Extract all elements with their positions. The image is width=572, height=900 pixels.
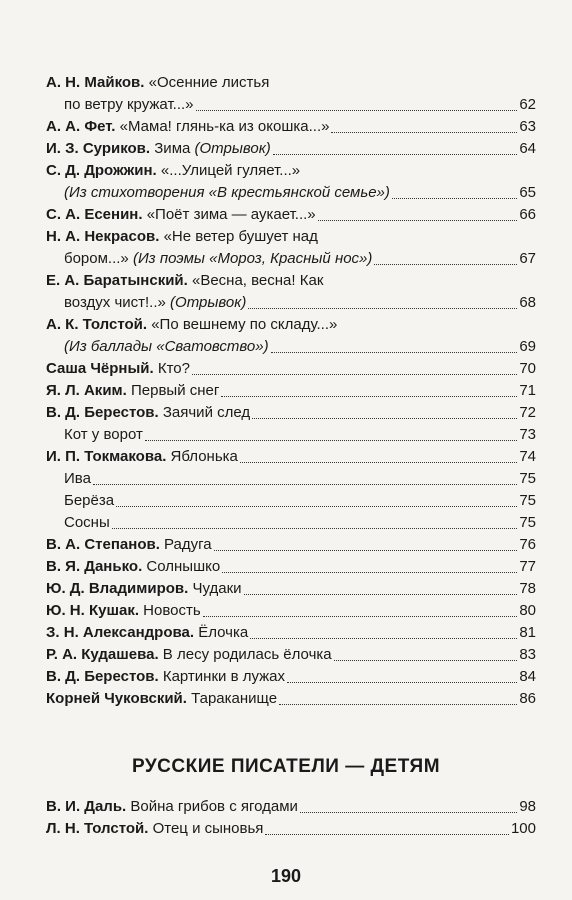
toc-author: Корней Чуковский. — [46, 690, 187, 707]
toc-entry — [46, 468, 536, 490]
toc-entry — [46, 490, 536, 512]
dot-leader — [273, 154, 518, 155]
toc-author: Н. А. Некрасов. — [46, 228, 160, 245]
toc-page-number: 70 — [519, 360, 536, 377]
toc-author: В. А. Степанов. — [46, 536, 160, 553]
toc-page-number: 64 — [519, 140, 536, 157]
table-of-contents — [46, 72, 536, 710]
toc-author: Саша Чёрный. — [46, 360, 154, 377]
toc-title: по ветру кружат...» — [64, 96, 194, 113]
toc-title: воздух чист!..» — [64, 294, 166, 311]
toc-entry — [46, 380, 536, 402]
toc-title: Первый снег — [130, 382, 220, 399]
toc-page-number: 67 — [519, 250, 536, 267]
dot-leader — [300, 812, 517, 813]
toc-page-number: 69 — [519, 338, 536, 355]
dot-leader — [392, 198, 517, 199]
dot-leader — [265, 834, 509, 835]
toc-title: Ива — [64, 470, 91, 487]
toc-page-number: 75 — [519, 514, 536, 531]
table-of-contents-section — [46, 796, 536, 840]
toc-title: Радуга — [164, 536, 212, 553]
toc-title: «По вешнему по складу...» — [151, 316, 338, 333]
toc-entry — [46, 446, 536, 468]
toc-page-number: 66 — [519, 206, 536, 223]
dot-leader — [287, 682, 517, 683]
toc-entry — [46, 226, 536, 270]
toc-entry — [46, 644, 536, 666]
dot-leader — [221, 396, 517, 397]
dot-leader — [116, 506, 517, 507]
toc-entry — [46, 138, 536, 160]
toc-author: Я. Л. Аким. — [46, 382, 127, 399]
toc-title: Картинки в лужах — [162, 668, 286, 685]
toc-entry — [46, 358, 536, 380]
section-heading: РУССКИЕ ПИСАТЕЛИ — ДЕТЯМ — [131, 756, 441, 777]
toc-page-number: 62 — [519, 96, 536, 113]
toc-page-number: 81 — [519, 624, 536, 641]
toc-author: Е. А. Баратынский. — [46, 272, 188, 289]
toc-note: (Из поэмы «Мороз, Красный нос») — [132, 250, 373, 267]
toc-note: (Из стихотворения «В крестьянской семье») — [64, 184, 390, 201]
toc-title: Ёлочка — [198, 624, 249, 641]
toc-author: А. А. Фет. — [46, 118, 116, 135]
toc-page-number: 63 — [519, 118, 536, 135]
toc-title: Новость — [143, 602, 201, 619]
toc-title: «Мама! глянь-ка из окошка...» — [119, 118, 330, 135]
toc-title: «Поёт зима — аукает...» — [146, 206, 316, 223]
toc-entry — [46, 818, 536, 840]
toc-entry — [46, 270, 536, 314]
dot-leader — [112, 528, 518, 529]
toc-author: С. Д. Дрожжин. — [46, 162, 157, 179]
toc-page-number: 68 — [519, 294, 536, 311]
toc-title: бором...» — [64, 250, 129, 267]
toc-page-number: 65 — [519, 184, 536, 201]
dot-leader — [145, 440, 517, 441]
dot-leader — [93, 484, 517, 485]
toc-author: З. Н. Александрова. — [46, 624, 195, 641]
toc-title: Чудаки — [192, 580, 242, 597]
toc-author: В. Я. Данько. — [46, 558, 143, 575]
toc-entry — [46, 600, 536, 622]
toc-author: Р. А. Кудашева. — [46, 646, 159, 663]
toc-page-number: 77 — [519, 558, 536, 575]
toc-author: И. П. Токмакова. — [46, 448, 167, 465]
dot-leader — [222, 572, 517, 573]
toc-author: Ю. Н. Кушак. — [46, 602, 139, 619]
toc-entry — [46, 116, 536, 138]
dot-leader — [214, 550, 518, 551]
toc-title: «...Улицей гуляет...» — [160, 162, 301, 179]
toc-page-number: 98 — [519, 798, 536, 815]
toc-author: А. Н. Майков. — [46, 74, 145, 91]
toc-page-number: 72 — [519, 404, 536, 421]
dot-leader — [250, 638, 517, 639]
toc-entry — [46, 556, 536, 578]
toc-entry — [46, 666, 536, 688]
toc-page-number: 83 — [519, 646, 536, 663]
dot-leader — [252, 418, 517, 419]
toc-note: (Отрывок) — [194, 140, 271, 157]
toc-title: В лесу родилась ёлочка — [162, 646, 332, 663]
toc-entry — [46, 160, 536, 204]
dot-leader — [203, 616, 518, 617]
toc-page-number: 76 — [519, 536, 536, 553]
toc-title: Тараканище — [191, 690, 278, 707]
dot-leader — [192, 374, 517, 375]
toc-entry — [46, 314, 536, 358]
page-number: 190 — [270, 866, 302, 886]
toc-entry — [46, 622, 536, 644]
toc-author: Ю. Д. Владимиров. — [46, 580, 189, 597]
toc-entry — [46, 534, 536, 556]
toc-title: «Не ветер бушует над — [163, 228, 318, 245]
toc-author: Л. Н. Толстой. — [46, 820, 149, 837]
toc-title: Солнышко — [146, 558, 221, 575]
toc-title: Кто? — [157, 360, 190, 377]
dot-leader — [374, 264, 517, 265]
toc-entry — [46, 424, 536, 446]
toc-title: Зима — [154, 140, 191, 157]
dot-leader — [331, 132, 517, 133]
toc-page-number: 80 — [519, 602, 536, 619]
dot-leader — [271, 352, 518, 353]
toc-entry — [46, 72, 536, 116]
toc-title: Берёза — [64, 492, 115, 509]
toc-title: Война грибов с ягодами — [130, 798, 298, 815]
toc-page-number: 71 — [519, 382, 536, 399]
toc-page-number: 73 — [519, 426, 536, 443]
toc-title: Яблонька — [170, 448, 238, 465]
toc-page-number: 100 — [510, 820, 536, 837]
toc-entry — [46, 512, 536, 534]
dot-leader — [244, 594, 518, 595]
toc-page-number: 75 — [519, 492, 536, 509]
toc-page-number: 78 — [519, 580, 536, 597]
dot-leader — [279, 704, 517, 705]
dot-leader — [334, 660, 518, 661]
toc-entry — [46, 578, 536, 600]
dot-leader — [196, 110, 518, 111]
toc-author: В. И. Даль. — [46, 798, 127, 815]
toc-entry — [46, 204, 536, 226]
dot-leader — [248, 308, 517, 309]
toc-note: (Отрывок) — [170, 294, 247, 311]
toc-title: Заячий след — [162, 404, 251, 421]
toc-page-number: 84 — [519, 668, 536, 685]
toc-author: И. З. Суриков. — [46, 140, 151, 157]
toc-page-number: 86 — [519, 690, 536, 707]
dot-leader — [318, 220, 518, 221]
toc-page-number: 75 — [519, 470, 536, 487]
toc-page-number: 74 — [519, 448, 536, 465]
dot-leader — [240, 462, 517, 463]
toc-entry — [46, 402, 536, 424]
toc-entry — [46, 688, 536, 710]
toc-author: А. К. Толстой. — [46, 316, 148, 333]
toc-title: «Весна, весна! Как — [191, 272, 324, 289]
toc-author: В. Д. Берестов. — [46, 668, 159, 685]
toc-title: Кот у ворот — [64, 426, 143, 443]
toc-title: Отец и сыновья — [152, 820, 264, 837]
toc-title: «Осенние листья — [148, 74, 270, 91]
toc-author: С. А. Есенин. — [46, 206, 143, 223]
toc-entry — [46, 796, 536, 818]
toc-title: Сосны — [64, 514, 110, 531]
toc-note: (Из баллады «Сватовство») — [64, 338, 269, 355]
toc-author: В. Д. Берестов. — [46, 404, 159, 421]
